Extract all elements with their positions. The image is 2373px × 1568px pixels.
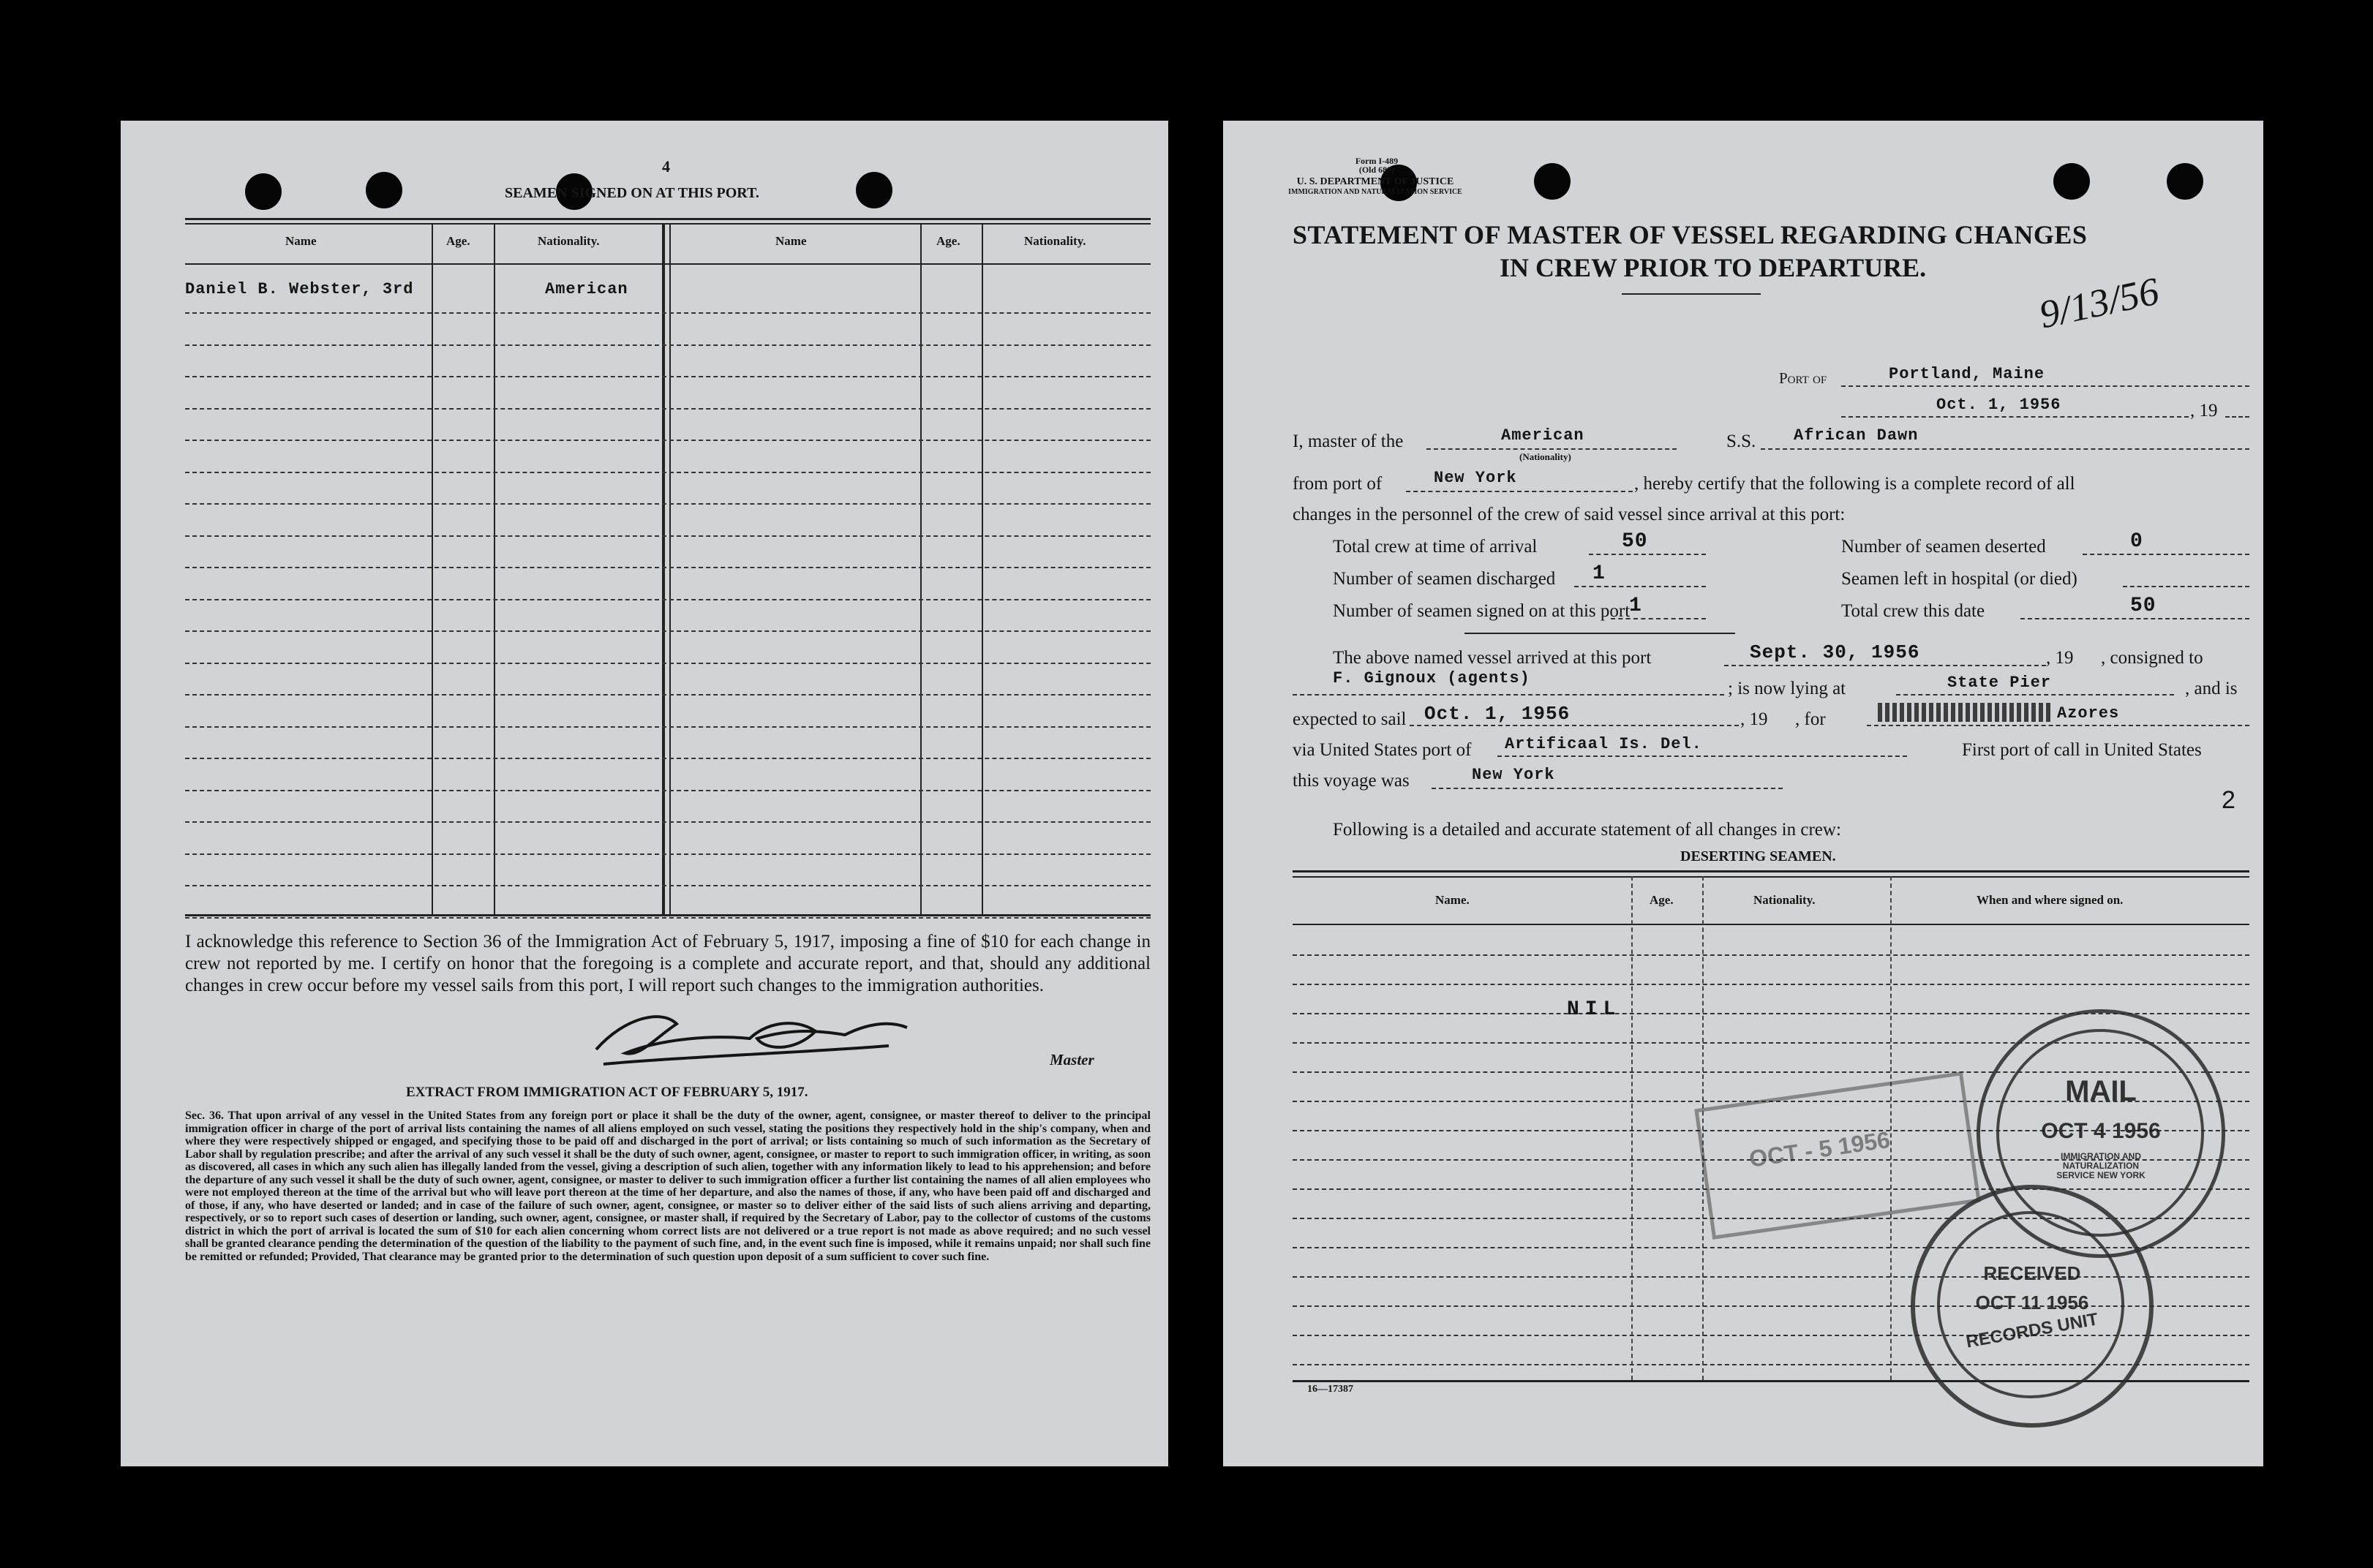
header-when-where: When and where signed on. [1977, 893, 2124, 907]
table-row [185, 344, 1151, 346]
port-label: Port of [1779, 369, 1827, 387]
fill-line [2083, 554, 2249, 555]
consignee-value: F. Gignoux (agents) [1333, 669, 1530, 687]
deserted-value: 0 [2130, 530, 2143, 553]
fill-line [1426, 448, 1677, 450]
fill-line [1574, 586, 1706, 587]
year-prefix: , 19 [2190, 401, 2218, 421]
header-nationality: Nationality. [1753, 893, 1816, 907]
records-unit: RECORDS UNIT [1964, 1309, 2100, 1352]
arrived-label: The above named vessel arrived at this port [1333, 648, 1652, 668]
table-row [185, 408, 1151, 410]
arrived-value: Sept. 30, 1956 [1750, 641, 1920, 663]
column-divider [982, 223, 983, 914]
table-row [185, 790, 1151, 791]
voyage-value: New York [1472, 766, 1555, 784]
fill-line [1589, 554, 1706, 555]
nationality-caption: (Nationality) [1519, 451, 1571, 462]
handwritten-date: 9/13/56 [2035, 268, 2163, 337]
table-row [185, 694, 1151, 696]
table-top-rule [1293, 870, 2249, 872]
form-number: Form I-489 [1355, 156, 1399, 166]
header-age: Age. [936, 234, 960, 248]
destination-value: Azores [2057, 704, 2120, 723]
discharged-label: Number of seamen discharged [1333, 569, 1556, 589]
extract-text: Sec. 36. That upon arrival of any vessel in the United States from any foreign port or place it shall be the duty of the owner, agent, consignee, or master thereof to deliver to the principal immigration officer in charge of the port of arrival lists containing the names of all aliens employed on such vessel, stating the positions they respectively hold in the ship's company, when and where they were respectively shipped or engaged, and specifying those to be paid off and discharged in the port of arrival; or lists containing so much of such information as the Secretary of Labor shall by regulation prescribe; and after the arrival of any such vessel it shall be the duty of such owner, agent, consignee, or master to report to such immigration officer, in writing, as soon as discovered, all cases in which any such alien has illegally landed from the vessel, giving a description of such alien, together with any information likely to lead to his apprehension; and before the departure of any such vessel it shall be the duty of such owner, agent, consignee, or master to deliver to such immigration officer a further list containing the names of all alien employees who were not employed thereon at the time of the arrival but who will leave port thereon at the time of her departure, and also the names of those, if any, who have been paid off and discharged and of those, if any, who have deserted or landed; and in case of the failure of such owner, agent, consignee, or master so to deliver either of the said lists of such aliens arriving and departing, respectively, or so to report such cases of desertion or landing, such owner, agent, consignee, or master shall, if required by the Secretary of Labor, pay to the collector of customs of the customs district in which the port of arrival is located the sum of $10 for each alien concerning whom correct lists are not delivered or a true report is not made as above required; and no such vessel shall be granted clearance pending the determination of the question of the liability to the payment of such fine, and, in the event such fine is imposed, while it remains unpaid; nor shall such fine be remitted or refunded; Provided, That clearance may be granted prior to the determination of such question upon deposit of a sum sufficient to cover such fine. [185, 1109, 1151, 1263]
punch-hole [856, 172, 892, 208]
received-word: RECEIVED [1983, 1262, 2081, 1284]
total-crew-label: Total crew at time of arrival [1333, 537, 1538, 557]
box-stamp-date: OCT - 5 1956 [1747, 1126, 1892, 1172]
table-row [185, 821, 1151, 823]
page-number: 4 [662, 157, 670, 176]
fill-line [1841, 416, 2189, 418]
page-number-right: 2 [2222, 786, 2235, 814]
from-port-label: from port of [1293, 474, 1383, 494]
department: U. S. DEPARTMENT OF JUSTICE [1296, 176, 1454, 187]
table-row [185, 758, 1151, 759]
consigned-label: , 19 , consigned to [2046, 648, 2203, 668]
table-row [185, 440, 1151, 441]
fill-line [1410, 725, 1739, 726]
for-label: , 19 , for [1740, 709, 1826, 729]
table-row [185, 599, 1151, 600]
table-row [185, 312, 1151, 314]
table-row [185, 853, 1151, 855]
form-old-number: (Old 689) [1358, 165, 1395, 175]
table-row [185, 885, 1151, 886]
table-row [185, 567, 1151, 568]
punch-hole [1534, 163, 1571, 200]
form-title: STATEMENT OF MASTER OF VESSEL REGARDING CHANGES [1293, 220, 2088, 249]
extract-title: EXTRACT FROM IMMIGRATION ACT OF FEBRUARY 5, 1917. [406, 1085, 808, 1100]
left-page [121, 121, 1168, 1466]
received-stamp [1911, 1185, 2154, 1428]
fill-line [1611, 618, 1706, 619]
column-divider [920, 223, 922, 914]
fill-line [1406, 491, 1633, 492]
signed-on-label: Number of seamen signed on at this port [1333, 601, 1631, 621]
fill-line [1293, 694, 1724, 696]
punch-hole [366, 172, 402, 208]
mail-word: MAIL [2065, 1075, 2137, 1107]
section-rule [1464, 633, 1735, 634]
following-label: Following is a detailed and accurate statement of all changes in crew: [1333, 820, 1841, 840]
expected-label: expected to sail [1293, 709, 1407, 729]
ss-label: S.S. [1726, 431, 1756, 451]
signed-on-value: 1 [1629, 595, 1642, 617]
page-title: SEAMEN SIGNED ON AT THIS PORT. [505, 185, 759, 201]
crew-date-label: Total crew this date [1841, 601, 1985, 621]
table-row [185, 503, 1151, 505]
column-divider [494, 223, 495, 914]
fill-line [2225, 416, 2249, 418]
column-divider [669, 223, 671, 914]
certify-text-2: changes in the personnel of the crew of said vessel since arrival at this port: [1293, 505, 1846, 524]
box-stamp [1694, 1071, 1980, 1240]
form-title-2: IN CREW PRIOR TO DEPARTURE. [1500, 253, 1927, 282]
fill-line [1761, 448, 2249, 450]
nationality-value: American [1501, 426, 1584, 445]
fill-line [1724, 665, 2046, 666]
fill-line [2020, 618, 2249, 619]
entry-nationality: American [545, 280, 628, 298]
fill-line [1497, 755, 1907, 757]
table-top-rule [1293, 876, 2249, 878]
fill-line [1841, 385, 2249, 387]
master-signature [574, 995, 925, 1075]
via-label: via United States port of [1293, 740, 1472, 760]
table-top-rule [185, 223, 1151, 225]
lying-label: ; is now lying at [1728, 679, 1846, 698]
mail-date: OCT 4 1956 [2041, 1119, 2161, 1143]
header-age: Age. [1650, 893, 1674, 907]
table-row [1293, 984, 2249, 985]
fill-line [1867, 725, 2249, 726]
column-divider [1631, 876, 1633, 1380]
right-page [1223, 121, 2263, 1466]
acknowledgment-text: I acknowledge this reference to Section 36 of the Immigration Act of February 5, 1917, imposing a fine of $10 for each change in crew not reported by me. I certify on honor that the foregoing is a complete and accurate report, and that, should any additional changes in crew occur before my vessel sails from this port, I will report such changes to the immigration authorities. [185, 932, 1151, 995]
table-row [185, 630, 1151, 632]
discharged-value: 1 [1592, 562, 1606, 585]
table-row [185, 376, 1151, 377]
punch-hole [2053, 163, 2090, 200]
total-crew-value: 50 [1622, 530, 1648, 553]
service: IMMIGRATION AND NATURALIZATION SERVICE [1288, 188, 1462, 196]
mail-agency: IMMIGRATION AND NATURALIZATION SERVICE NEW YORK [2056, 1151, 2146, 1180]
deserting-title: DESERTING SEAMEN. [1680, 848, 1836, 864]
received-date: OCT 11 1956 [1975, 1292, 2089, 1313]
port-value: Portland, Maine [1889, 365, 2045, 383]
table-header-rule [1293, 924, 2249, 925]
table-row [1293, 954, 2249, 956]
header-name: Name. [1435, 893, 1470, 907]
table-row [185, 917, 1151, 919]
column-divider [432, 223, 433, 914]
struck-out-destination [1878, 703, 2053, 722]
table-row [185, 472, 1151, 473]
date-value: Oct. 1, 1956 [1936, 396, 2061, 414]
header-name: Name [775, 234, 807, 248]
from-port-value: New York [1434, 469, 1517, 487]
master-label: Master [1050, 1051, 1094, 1068]
punch-hole [245, 173, 282, 210]
first-port-label: First port of call in United States [1962, 740, 2202, 760]
crew-date-value: 50 [2130, 595, 2156, 617]
lying-value: State Pier [1947, 674, 2052, 692]
column-divider [662, 223, 665, 914]
table-row [185, 726, 1151, 728]
deserted-label: Number of seamen deserted [1841, 537, 2046, 557]
title-rule [1622, 293, 1761, 295]
nil-entry: NIL [1567, 998, 1622, 1021]
fill-line [1896, 694, 2174, 696]
master-of-label: I, master of the [1293, 431, 1404, 451]
entry-name: Daniel B. Webster, 3rd [185, 280, 414, 298]
certify-text: , hereby certify that the following is a complete record of all [1634, 474, 2075, 494]
header-age: Age. [446, 234, 470, 248]
header-nationality: Nationality. [1024, 234, 1086, 248]
table-row [185, 663, 1151, 664]
via-port-value: Artificaal Is. Del. [1505, 735, 1702, 753]
voyage-label: this voyage was [1293, 771, 1410, 791]
table-header-rule [185, 263, 1151, 265]
punch-hole [2167, 163, 2203, 200]
ship-name: African Dawn [1794, 426, 1919, 445]
hospital-label: Seamen left in hospital (or died) [1841, 569, 2077, 589]
and-is-label: , and is [2185, 679, 2238, 698]
header-name: Name [285, 234, 317, 248]
table-row [185, 535, 1151, 537]
table-top-rule [185, 218, 1151, 220]
fill-line [2123, 586, 2249, 587]
header-nationality: Nationality. [538, 234, 600, 248]
sail-date-value: Oct. 1, 1956 [1424, 703, 1571, 725]
fill-line [1432, 788, 1783, 789]
footer-code: 16—17387 [1307, 1384, 1353, 1395]
